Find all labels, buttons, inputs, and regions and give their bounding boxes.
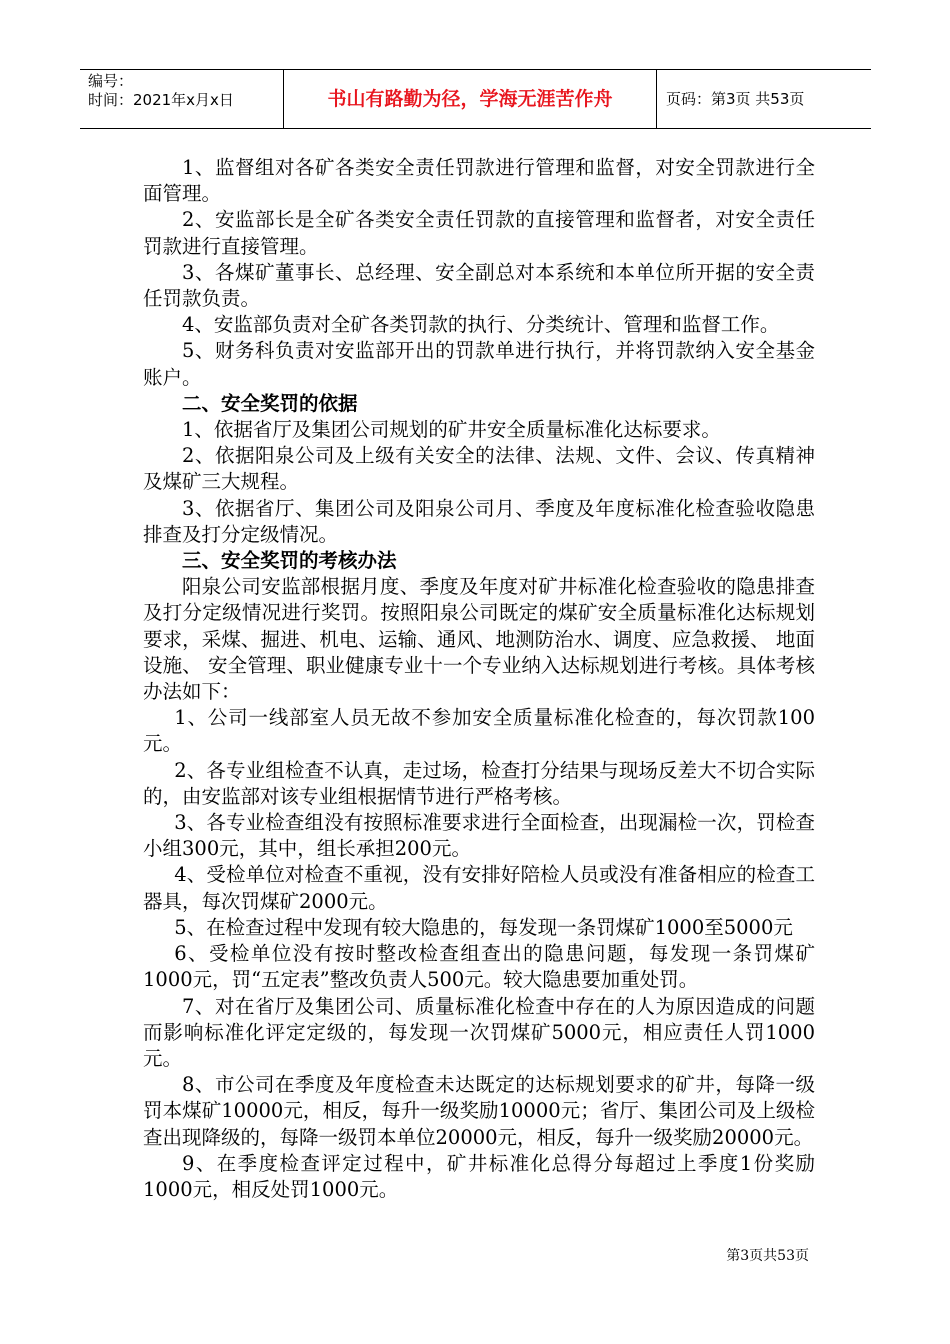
body-paragraph: 4、安监部负责对全矿各类罚款的执行、分类统计、管理和监督工作。 [182, 313, 780, 337]
body-paragraph: 3、各煤矿董事长、总经理、安全副总对本系统和本单位所开据的安全责任罚款负责。 [143, 260, 815, 311]
body-paragraph: 4、受检单位对检查不重视，没有安排好陪检人员或没有准备相应的检查工器具，每次罚煤矿2000元。 [143, 863, 815, 913]
body-paragraph: 1、监督组对各矿各类安全责任罚款进行管理和监督，对安全罚款进行全面管理。 [143, 156, 815, 206]
body-paragraph: 2、安监部长是全矿各类安全责任罚款的直接管理和监督者，对安全责任罚款进行直接管理。 [143, 208, 815, 258]
header-divider [656, 70, 657, 128]
body-paragraph: 1、依据省厅及集团公司规划的矿井安全质量标准化达标要求。 [182, 418, 721, 442]
body-paragraph: 2、各专业组检查不认真，走过场，检查打分结果与现场反差大不切合实际的，由安监部对该专业组根据情节进行严格考核。 [143, 758, 815, 808]
body-paragraph: 8、市公司在季度及年度检查未达既定的达标规划要求的矿井，每降一级罚本煤矿10000元，相反，每升一级奖励10000元；省厅、集团公司及上级检查出现降级的，每降一级罚本单位20000元，相反，每升一级奖励20000元。 [143, 1073, 815, 1149]
section-heading: 三、安全奖罚的考核办法 [182, 549, 397, 573]
body-paragraph: 6、受检单位没有按时整改检查组查出的隐患问题，每发现一条罚煤矿1000元，罚“五定表”整改负责人500元。较大隐患要加重处罚。 [143, 942, 815, 992]
body-paragraph: 5、财务科负责对安监部开出的罚款单进行执行，并将罚款纳入安全基金账户。 [143, 339, 815, 389]
header-date-label: 时间：2021年x月x日 [88, 91, 234, 109]
header-motto: 书山有路勤为径，学海无涯苦作舟 [327, 88, 613, 110]
page-header [80, 69, 871, 129]
header-meta [88, 72, 234, 110]
header-page-label: 页码：第3页 共53页 [666, 90, 805, 108]
body-paragraph: 2、依据阳泉公司及上级有关安全的法律、法规、文件、会议、传真精神及煤矿三大规程。 [143, 444, 815, 494]
body-paragraph: 7、对在省厅及集团公司、质量标准化检查中存在的人为原因造成的问题而影响标准化评定定级的，每发现一次罚煤矿5000元，相应责任人罚1000元。 [143, 994, 815, 1070]
body-paragraph: 9、在季度检查评定过程中，矿井标准化总得分每超过上季度1份奖励1000元，相反处罚1000元。 [143, 1151, 815, 1201]
body-paragraph: 1、公司一线部室人员无故不参加安全质量标准化检查的，每次罚款100元。 [143, 706, 815, 756]
section-heading: 二、安全奖罚的依据 [182, 391, 358, 415]
body-paragraph: 阳泉公司安监部根据月度、季度及年度对矿井标准化检查验收的隐患排查及打分定级情况进行奖罚。按照阳泉公司既定的煤矿安全质量标准化达标规划要求，采煤、掘进、机电、运输、通风、地测防治水、调度、应急救援、 地面设施、 安全管理、职业健康专业十一个专业纳入达标规划进行考核。具体考核办法如下： [143, 575, 815, 704]
document-body [143, 155, 815, 1203]
header-number-label: 编号： [88, 72, 134, 90]
body-paragraph: 3、依据省厅、集团公司及阳泉公司月、季度及年度标准化检查验收隐患排查及打分定级情况。 [143, 496, 815, 546]
body-paragraph: 3、各专业检查组没有按照标准要求进行全面检查，出现漏检一次，罚检查小组300元，其中，组长承担200元。 [143, 811, 815, 861]
body-paragraph: 5、在检查过程中发现有较大隐患的，每发现一条罚煤矿1000至5000元 [174, 915, 793, 939]
page-footer: 第3页共53页 [726, 1248, 809, 1264]
